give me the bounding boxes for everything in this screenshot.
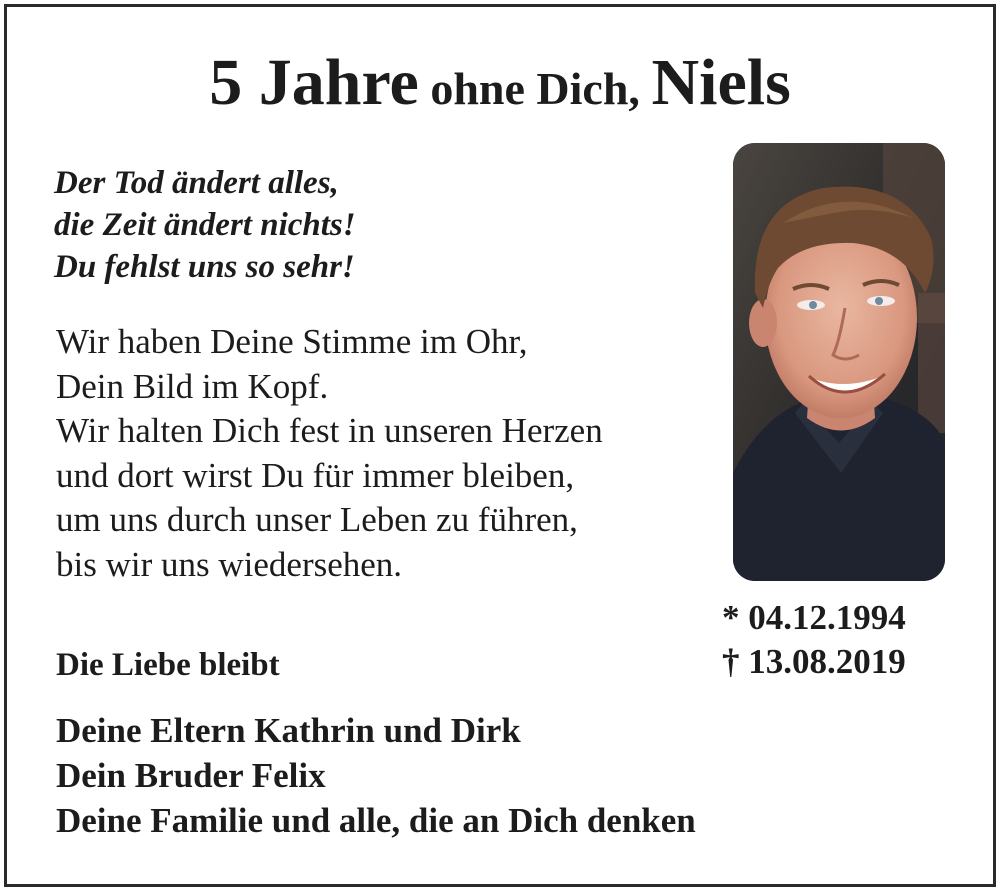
headline-years: 5 Jahre	[209, 46, 419, 119]
motto-block	[54, 162, 356, 288]
signoff-line: Dein Bruder Felix	[56, 756, 326, 795]
life-dates	[722, 596, 906, 684]
headline-without-you: ohne Dich,	[418, 63, 652, 114]
signoff-block	[56, 708, 696, 843]
headline-name: Niels	[651, 46, 791, 119]
motto-line: Der Tod ändert alles,	[54, 165, 339, 201]
closing-line: Die Liebe bleibt	[56, 647, 280, 683]
poem-line: Dein Bild im Kopf.	[56, 366, 329, 406]
death-date: † 13.08.2019	[722, 642, 906, 681]
poem-line: um uns durch unser Leben zu führen,	[56, 500, 578, 539]
motto-line: Du fehlst uns so sehr!	[54, 249, 355, 285]
poem-line: Wir halten Dich fest in unseren Herzen	[56, 411, 603, 450]
poem-line: Wir haben Deine Stimme im Ohr,	[56, 322, 528, 361]
poem-line: und dort wirst Du für immer bleiben,	[56, 455, 575, 495]
signoff-line: Deine Familie und alle, die an Dich denken	[56, 801, 696, 840]
notice-headline	[0, 46, 1000, 119]
poem-block	[56, 320, 603, 587]
motto-line: die Zeit ändert nichts!	[54, 207, 356, 243]
signoff-line: Deine Eltern Kathrin und Dirk	[56, 711, 521, 750]
poem-line: bis wir uns wiedersehen.	[56, 544, 403, 584]
portrait-photo	[733, 143, 945, 581]
birth-date: * 04.12.1994	[722, 598, 906, 637]
